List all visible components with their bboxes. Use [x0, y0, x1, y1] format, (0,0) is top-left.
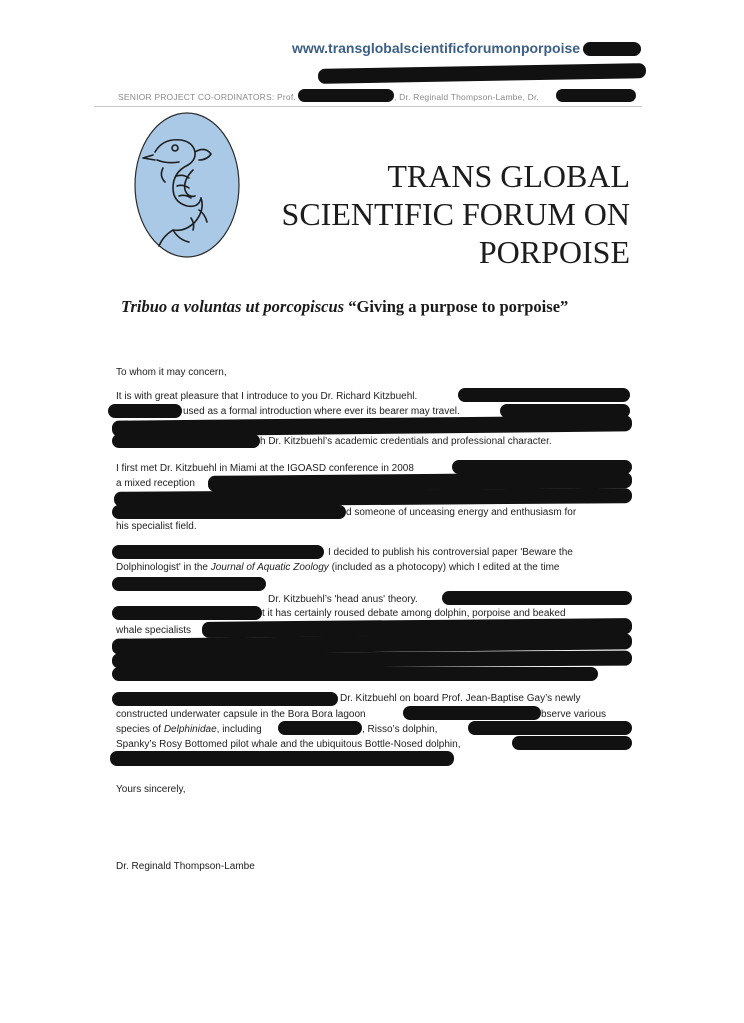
paragraph-4-line-3b: , Risso’s dolphin,: [362, 724, 438, 735]
dolphin-logo: [133, 110, 241, 260]
forum-motto: [121, 297, 568, 317]
redaction: [112, 667, 598, 681]
journal-name: Journal of Aquatic Zoology: [210, 562, 329, 573]
paragraph-1-line-3: h Dr. Kitzbuehl’s academic credentials and professional character.: [260, 436, 552, 447]
coordinators-label: SENIOR PROJECT CO-ORDINATORS: Prof.: [118, 92, 296, 102]
paragraph-2-line-4: his specialist field.: [116, 521, 197, 532]
title-line-3: PORPOISE: [478, 234, 630, 270]
paragraph-4-line-1: Dr. Kitzbuehl on board Prof. Jean-Baptise Gay’s newly: [340, 693, 581, 704]
redaction: [468, 721, 632, 735]
title-line-1: TRANS GLOBAL: [387, 158, 630, 194]
text-segment: Dolphinologist' in the: [116, 562, 211, 573]
paragraph-1-line-2: used as a formal introduction where ever its bearer may travel.: [183, 406, 460, 417]
paragraph-2-line-3: d someone of unceasing energy and enthusiasm for: [346, 507, 577, 518]
redaction: [512, 736, 632, 750]
redaction: [112, 606, 262, 620]
paragraph-4-line-2b: bserve various: [541, 709, 607, 720]
salutation: To whom it may concern,: [116, 367, 227, 378]
text-segment: species of: [116, 724, 164, 735]
dolphin-emblem-icon: [133, 110, 241, 260]
paragraph-3-line-2: [116, 561, 560, 574]
redaction: [112, 505, 346, 519]
text-segment: , including: [216, 724, 262, 735]
paragraph-3-line-4: t it has certainly roused debate among dolphin, porpoise and beaked: [262, 608, 566, 619]
redaction: [114, 488, 632, 507]
coordinators-line: [118, 92, 296, 102]
signature-name: Dr. Reginald Thompson-Lambe: [116, 861, 255, 872]
redaction: [112, 434, 260, 448]
paragraph-2-line-1: I first met Dr. Kitzbuehl in Miami at the IGOASD conference in 2008: [116, 463, 414, 474]
redaction: [318, 63, 646, 84]
header-divider: [94, 106, 642, 107]
paragraph-2-line-2: a mixed reception: [116, 478, 195, 489]
redaction: [556, 89, 636, 102]
paragraph-1-line-1: It is with great pleasure that I introduce to you Dr. Richard Kitzbuehl.: [116, 391, 418, 402]
paragraph-3-line-1: I decided to publish his controversial paper 'Beware the: [328, 547, 573, 558]
paragraph-4-line-3: [116, 723, 262, 736]
redaction: [108, 404, 182, 418]
title-line-2: SCIENTIFIC FORUM ON: [281, 196, 630, 232]
forum-title: [282, 157, 630, 271]
motto-english: “Giving a purpose to porpoise”: [348, 297, 569, 316]
redaction: [442, 591, 632, 605]
motto-latin: Tribuo a voluntas ut porcopiscus: [121, 297, 345, 316]
redaction: [112, 577, 266, 591]
redaction: [458, 388, 630, 402]
forum-url: www.transglobalscientificforumonporpoise: [292, 40, 581, 56]
redaction: [298, 89, 394, 102]
paragraph-4-line-4: Spanky’s Rosy Bottomed pilot whale and the ubiquitous Bottle-Nosed dolphin,: [116, 739, 461, 750]
redaction: [403, 706, 541, 720]
redaction: [112, 692, 338, 706]
redaction: [278, 721, 362, 735]
text-segment: (included as a photocopy) which I edited at the time: [328, 562, 560, 573]
closing: Yours sincerely,: [116, 784, 186, 795]
family-name: Delphinidae: [163, 724, 217, 735]
redaction: [110, 751, 454, 766]
redaction: [112, 545, 324, 559]
redaction: [583, 42, 641, 56]
coordinators-names: , Dr. Reginald Thompson-Lambe, Dr.: [394, 92, 540, 102]
paragraph-3-line-5: whale specialists: [116, 625, 192, 636]
redaction: [112, 651, 632, 669]
paragraph-4-line-2: constructed underwater capsule in the Bora Bora lagoon: [116, 709, 366, 720]
paragraph-3-line-3: Dr. Kitzbuehl’s 'head anus' theory.: [268, 594, 418, 605]
